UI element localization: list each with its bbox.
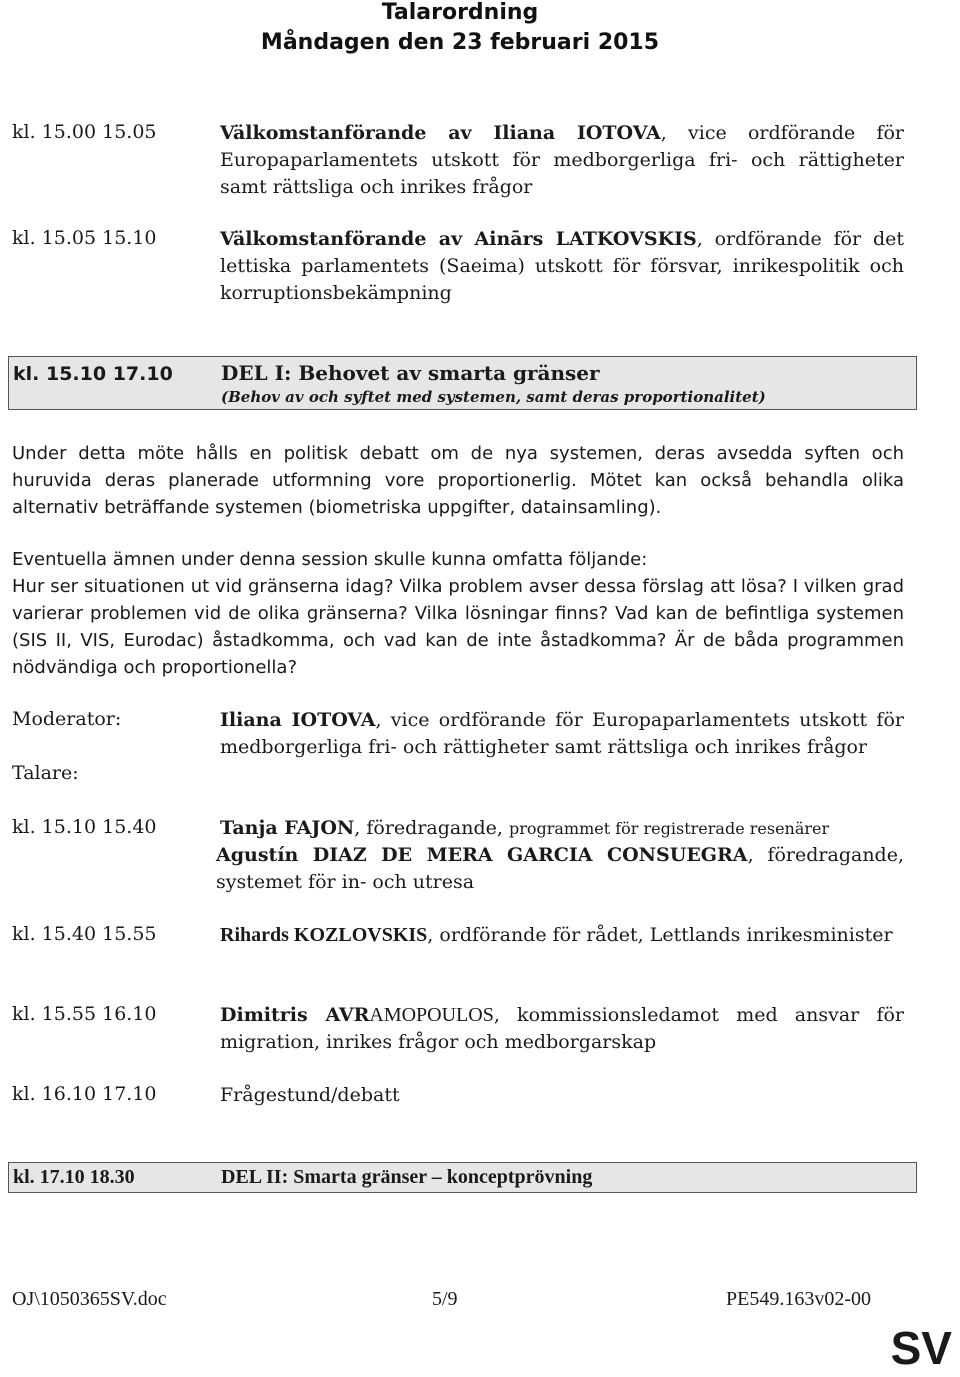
page-title: Talarordning (381, 0, 539, 25)
time-slot: kl. 15.40 15.55 (12, 923, 157, 945)
speaker-entry (220, 1002, 904, 1056)
agenda-item (220, 120, 904, 201)
moderator-text: , vice ordförande för Europaparlamentets utskott för medborgerliga fri- och rättigheter samt rättsliga och inrikes frågor (220, 709, 904, 758)
speaker-role: , ordförande för rådet, Lettlands inrikesminister (427, 924, 893, 946)
speaker-role: , föredragande, systemet för in- och utresa (216, 844, 905, 893)
moderator-name: Iliana IOTOVA (220, 709, 376, 731)
item-text: , ordförande för det lettiska parlamentets (Saeima) utskott för försvar, inrikespolitik och korruptionsbekämpning (220, 228, 904, 304)
session-time: kl. 15.10 17.10 (13, 363, 173, 385)
time-slot: kl. 15.55 16.10 (12, 1003, 157, 1025)
item-text: , vice ordförande för Europaparlamentets utskott för medborgerliga fri- och rättigheter samt rättsliga och inrikes frågor (220, 122, 904, 198)
session-description: Under detta möte hålls en politisk debatt om de nya systemen, deras avsedda syften och huruvida deras planerade utformning vore proportionerlig. Mötet kan också behandla olika alternativ beträffande systemen (biometriska uppgifter, datainsamling). (12, 443, 904, 518)
page-date: Måndagen den 23 februari 2015 (260, 30, 660, 55)
session-time: kl. 17.10 18.30 (13, 1166, 135, 1188)
speaker-entry (220, 922, 904, 949)
speaker-name: Rihards KOZLOVSKIS (220, 924, 428, 946)
debate-entry: Frågestund/debatt (220, 1084, 400, 1106)
time-slot: kl. 16.10 17.10 (12, 1083, 157, 1105)
item-title: Välkomstanförande av Iliana IOTOVA (220, 122, 661, 144)
speakers-label: Talare: (12, 762, 79, 784)
agenda-item (220, 226, 904, 307)
session-header-part2 (8, 1162, 917, 1193)
session-heading: DEL I: Behovet av smarta gränser (221, 361, 600, 385)
footer-reference: PE549.163v02-00 (726, 1288, 871, 1310)
session-heading: DEL II: Smarta gränser – konceptprövning (221, 1166, 593, 1188)
footer-page-number: 5/9 (432, 1288, 458, 1310)
speaker-entry (216, 842, 904, 896)
speaker-name-rest: AMOPOULOS (369, 1004, 494, 1026)
topics-intro: Eventuella ämnen under denna session skulle kunna omfatta följande: (12, 549, 648, 570)
speaker-name: Dimitris AVR (220, 1004, 370, 1026)
speaker-role: , kommissionsledamot med ansvar för migration, inrikes frågor och medborgarskap (220, 1004, 904, 1053)
time-slot: kl. 15.05 15.10 (12, 227, 157, 249)
speaker-role: , föredragande, (354, 817, 509, 839)
language-code: SV (890, 1322, 952, 1374)
session-subheading: (Behov av och syftet med systemen, samt deras proportionalitet) (221, 388, 766, 406)
speaker-topic: programmet för registrerade resenärer (508, 819, 830, 838)
moderator-label: Moderator: (12, 708, 122, 730)
speaker-entry (220, 815, 904, 842)
moderator-info (220, 707, 904, 761)
session-header-part1 (8, 356, 917, 410)
time-slot: kl. 15.10 15.40 (12, 816, 157, 838)
speaker-name: Agustín DIAZ DE MERA GARCIA CONSUEGRA (216, 844, 748, 866)
item-title: Välkomstanförande av Ainārs LATKOVSKIS (220, 228, 697, 250)
footer-doc-id: OJ\1050365SV.doc (12, 1288, 167, 1310)
time-slot: kl. 15.00 15.05 (12, 121, 157, 143)
speaker-name: Tanja FAJON (220, 817, 355, 839)
topics-text: Hur ser situationen ut vid gränserna idag? Vilka problem avser dessa förslag att lösa? I vilken grad varierar problemen vid de olika gränserna? Vilka lösningar finns? Vad kan de befintliga systemen (SIS II, VIS, Eurodac) åstadkomma, och vad kan de inte åstadkomma? Är de båda programmen nödvändiga och proportionella? (12, 576, 904, 678)
